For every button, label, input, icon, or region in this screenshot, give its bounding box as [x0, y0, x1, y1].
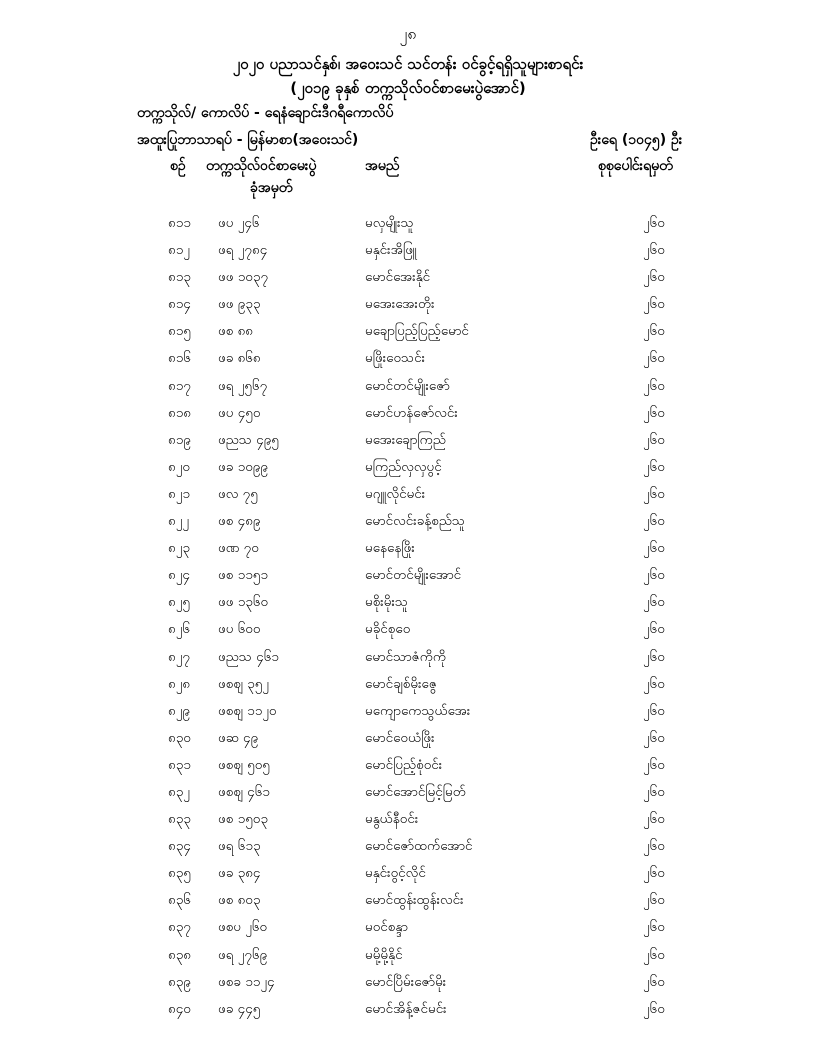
list-item: [0, 322, 816, 349]
row-roll-number: ဖစခ ၁၁၂၄: [218, 973, 275, 990]
list-item: [0, 295, 816, 322]
list-item: [0, 891, 816, 918]
row-name: မောင်ပြိမ်းဇော်မိုး: [365, 973, 447, 990]
row-serial: ၈၁၆: [168, 350, 191, 367]
list-item: [0, 566, 816, 593]
list-item: [0, 675, 816, 702]
row-serial: ၈၂၃: [168, 540, 190, 557]
page-number: ၂၈: [399, 24, 417, 43]
row-serial: ၈၂၉: [168, 702, 190, 719]
row-roll-number: ဖပ ၄၅၀: [218, 404, 261, 421]
row-name: မနှင်းအိဖြူ: [365, 242, 417, 259]
row-roll-number: ဖစဈ ၃၅၂: [218, 675, 269, 692]
row-name: မချောပြည့်ပြည့်မောင်: [365, 323, 469, 340]
row-serial: ၈၃၃: [168, 811, 191, 828]
row-serial: ၈၂၇: [168, 648, 190, 665]
row-name: မဂျူလိုင်မင်း: [365, 485, 426, 502]
row-serial: ၈၃၀: [168, 729, 191, 746]
list-item: [0, 241, 816, 268]
row-serial: ၈၁၈: [168, 404, 192, 421]
list-item: [0, 973, 816, 1000]
row-score: ၂၆၀: [643, 540, 665, 557]
row-score: ၂၆၀: [643, 946, 665, 963]
column-header-score: စုစုပေါင်းရမှတ်: [598, 158, 673, 174]
row-score: ၂၆၀: [643, 567, 665, 584]
list-item: [0, 810, 816, 837]
row-score: ၂၆၀: [643, 621, 665, 638]
row-name: မလှမျိုးသူ: [365, 215, 414, 231]
row-name: မောင်ပြည့်စုံဝင်း: [365, 756, 443, 773]
row-serial: ၈၂၆: [168, 621, 190, 638]
row-name: မခိုင်စုဝေ: [365, 621, 411, 638]
row-name: မနွယ်နီဝင်း: [365, 811, 419, 828]
list-item: [0, 539, 816, 566]
row-score: ၂၆၀: [643, 269, 665, 286]
row-score: ၂၆၀: [643, 973, 665, 990]
row-name: မောင်ဇော်ထက်အောင်: [365, 838, 473, 855]
document-subtitle: (၂၀၁၉ ခုနှစ် တက္ကသိုလ်ဝင်စာမေးပွဲအောင်): [290, 79, 526, 97]
row-roll-number: ဖခ ၁၀၉၉: [218, 458, 268, 475]
row-score: ၂၆၀: [643, 756, 665, 773]
major-line: အထူးပြုဘာသာရပ် - မြန်မာစာ(အဝေးသင်): [137, 132, 359, 148]
row-roll-number: ဖခ ၈၆၈: [218, 350, 261, 367]
row-score: ၂၆၀: [643, 729, 665, 746]
list-item: [0, 431, 816, 458]
row-roll-number: ဖစပ ၂၆၀: [218, 919, 268, 936]
row-score: ၂၆၀: [643, 702, 665, 719]
row-score: ၂၆၀: [643, 242, 665, 259]
row-roll-number: ဖဏ ၇၀: [218, 540, 259, 557]
row-score: ၂၆၀: [643, 838, 665, 855]
document-title: ၂၀၂၀ ပညာသင်နှစ်၊ အဝေးသင် သင်တန်း ဝင်ခွင့်ရရှိသူများစာရင်း: [232, 55, 584, 73]
row-roll-number: ဖဖ ၁၃၆၀: [218, 594, 269, 611]
row-score: ၂၆၀: [643, 648, 665, 665]
list-item: [0, 268, 816, 295]
row-serial: ၈၃၄: [168, 838, 191, 855]
row-name: မကြည်လှလှပွင့်: [365, 458, 442, 475]
column-header-name: အမည်: [365, 158, 400, 174]
row-name: မကျောကေသွယ်အေး: [365, 702, 471, 719]
list-item: [0, 756, 816, 783]
column-header-serial: စဉ်: [170, 158, 186, 174]
row-serial: ၈၁၂: [168, 242, 190, 259]
row-name: မနှင်းဝွင့်လိုင်: [365, 865, 426, 882]
row-serial: ၈၁၉: [168, 431, 191, 448]
list-item: [0, 729, 816, 756]
list-item: [0, 864, 816, 891]
list-item: [0, 349, 816, 376]
row-name: မောင်ချစ်မိုးဇွေ: [365, 675, 437, 692]
row-name: မအေးချောကြည်: [365, 431, 446, 448]
row-serial: ၈၁၃: [168, 269, 191, 286]
row-roll-number: ဖရ ၂၇၈၄: [218, 242, 268, 259]
row-name: မဖြိုးဝေသင်း: [365, 350, 425, 367]
row-score: ၂၆၀: [643, 1000, 665, 1017]
row-roll-number: ဖစ ၁၁၅၁: [218, 567, 268, 584]
row-serial: ၈၂၈: [168, 675, 191, 692]
row-serial: ၈၃၆: [168, 892, 191, 909]
list-item: [0, 485, 816, 512]
row-name: မောင်အေးနိုင်: [365, 269, 431, 286]
row-serial: ၈၂၅: [168, 594, 190, 611]
list-item: [0, 648, 816, 675]
row-score: ၂၆၀: [643, 675, 665, 692]
row-score: ၂၆၀: [643, 811, 665, 828]
list-item: [0, 512, 816, 539]
row-roll-number: ဖစ ၄၈၉: [218, 513, 261, 530]
row-roll-number: ဖဖ ၁၀၃၇: [218, 269, 269, 286]
row-score: ၂၆၀: [643, 404, 665, 421]
row-serial: ၈၁၅: [168, 323, 191, 340]
row-roll-number: ဖရ ၆၁၃: [218, 838, 261, 855]
row-name: မမို့မို့နိုင်: [365, 946, 403, 963]
row-roll-number: ဖစ ၈၀၃: [218, 892, 261, 909]
row-roll-number: ဖပ ၆၀၀: [218, 621, 261, 638]
row-name: မောင်အိန့်ဇင်မင်း: [365, 1000, 447, 1017]
row-name: မောင်ဟန်ဇော်လင်း: [365, 404, 458, 421]
row-score: ၂၆၀: [643, 485, 665, 502]
row-roll-number: ဖညသ ၄၉၅: [218, 431, 279, 448]
row-serial: ၈၁၄: [168, 296, 191, 313]
row-serial: ၈၃၈: [168, 946, 192, 963]
total-count: ဦးရေ (၁၀၄၅) ဦး: [590, 132, 683, 148]
row-name: မစိုးမိုးသူ: [365, 594, 408, 611]
row-roll-number: ဖပ ၂၄၆: [218, 215, 260, 231]
row-serial: ၈၂၄: [168, 567, 190, 584]
row-name: မောင်ထွန်းထွန်းလင်း: [365, 892, 464, 909]
row-serial: ၈၃၇: [168, 919, 191, 936]
column-header-roll-line2: ခုံအမှတ်: [250, 180, 293, 196]
row-score: ၂၆၀: [643, 919, 665, 936]
list-item: [0, 1000, 816, 1027]
list-item: [0, 918, 816, 945]
row-roll-number: ဖစဈ ၄၆၁: [218, 783, 270, 800]
row-score: ၂၆၀: [643, 431, 665, 448]
row-serial: ၈၂၀: [168, 458, 190, 475]
row-roll-number: ဖစဈ ၅၀၅: [218, 756, 270, 773]
list-item: [0, 404, 816, 431]
row-name: မောင်အောင်မြင့်မြတ်: [365, 783, 466, 800]
row-name: မောင်တင်မျိုးဇော်: [365, 377, 450, 394]
list-item: [0, 783, 816, 810]
row-serial: ၈၄၀: [168, 1000, 191, 1017]
list-item: [0, 458, 816, 485]
row-roll-number: ဖစဈ ၁၁၂၀: [218, 702, 277, 719]
row-name: မောင်သာဇံကိုကို: [365, 648, 447, 665]
list-item: [0, 837, 816, 864]
row-score: ၂၆၀: [643, 865, 665, 882]
row-roll-number: ဖစ ၈၈: [218, 323, 254, 340]
row-roll-number: ဖရ ၂၅၆၇: [218, 377, 268, 394]
row-roll-number: ဖလ ၇၅: [218, 485, 258, 502]
list-item: [0, 702, 816, 729]
student-list: [0, 214, 816, 1027]
row-serial: ၈၂၁: [168, 485, 190, 502]
row-serial: ၈၃၅: [168, 865, 191, 882]
row-serial: ၈၁၁: [168, 215, 191, 231]
row-name: မနေနေဖြိုး: [365, 540, 415, 557]
row-serial: ၈၁၇: [168, 377, 191, 394]
row-name: မောင်ဝေယံဖြိုး: [365, 729, 435, 746]
list-item: [0, 214, 816, 241]
list-item: [0, 946, 816, 973]
row-serial: ၈၃၁: [168, 756, 191, 773]
row-roll-number: ဖညသ ၄၆၁: [218, 648, 279, 665]
row-roll-number: ဖဖ ၉၃၃: [218, 296, 261, 313]
row-score: ၂၆၀: [643, 513, 665, 530]
row-name: မဝင်စန္ဒာ: [365, 919, 408, 936]
list-item: [0, 620, 816, 647]
row-roll-number: ဖခ ၃၈၄: [218, 865, 261, 882]
row-roll-number: ဖရ ၂၇၆၉: [218, 946, 268, 963]
row-name: မောင်တင်မျိုးအောင်: [365, 567, 462, 584]
row-score: ၂၆၀: [643, 296, 665, 313]
row-roll-number: ဖဆ ၄၉: [218, 729, 259, 746]
list-item: [0, 377, 816, 404]
row-serial: ၈၃၂: [168, 783, 190, 800]
row-name: မောင်လင်းခန့်စည်သူ: [365, 513, 465, 530]
column-header-roll: တက္ကသိုလ်ဝင်စာမေးပွဲ: [206, 158, 317, 174]
row-score: ၂၆၀: [643, 594, 665, 611]
row-name: မအေးအေးတိုး: [365, 296, 435, 313]
row-score: ၂၆၀: [643, 377, 665, 394]
row-score: ၂၆၀: [643, 458, 665, 475]
department-line: တက္ကသိုလ်/ ကောလိပ် - ရေနံချောင်းဒီဂရီကောလိပ်: [137, 105, 394, 121]
row-serial: ၈၂၂: [168, 513, 189, 530]
row-score: ၂၆၀: [643, 350, 665, 367]
list-item: [0, 593, 816, 620]
row-score: ၂၆၀: [643, 323, 665, 340]
row-serial: ၈၃၉: [168, 973, 191, 990]
row-score: ၂၆၀: [643, 892, 665, 909]
row-roll-number: ဖခ ၄၄၅: [218, 1000, 261, 1017]
row-score: ၂၆၀: [643, 215, 665, 231]
row-roll-number: ဖစ ၁၅၀၃: [218, 811, 268, 828]
row-score: ၂၆၀: [643, 783, 665, 800]
